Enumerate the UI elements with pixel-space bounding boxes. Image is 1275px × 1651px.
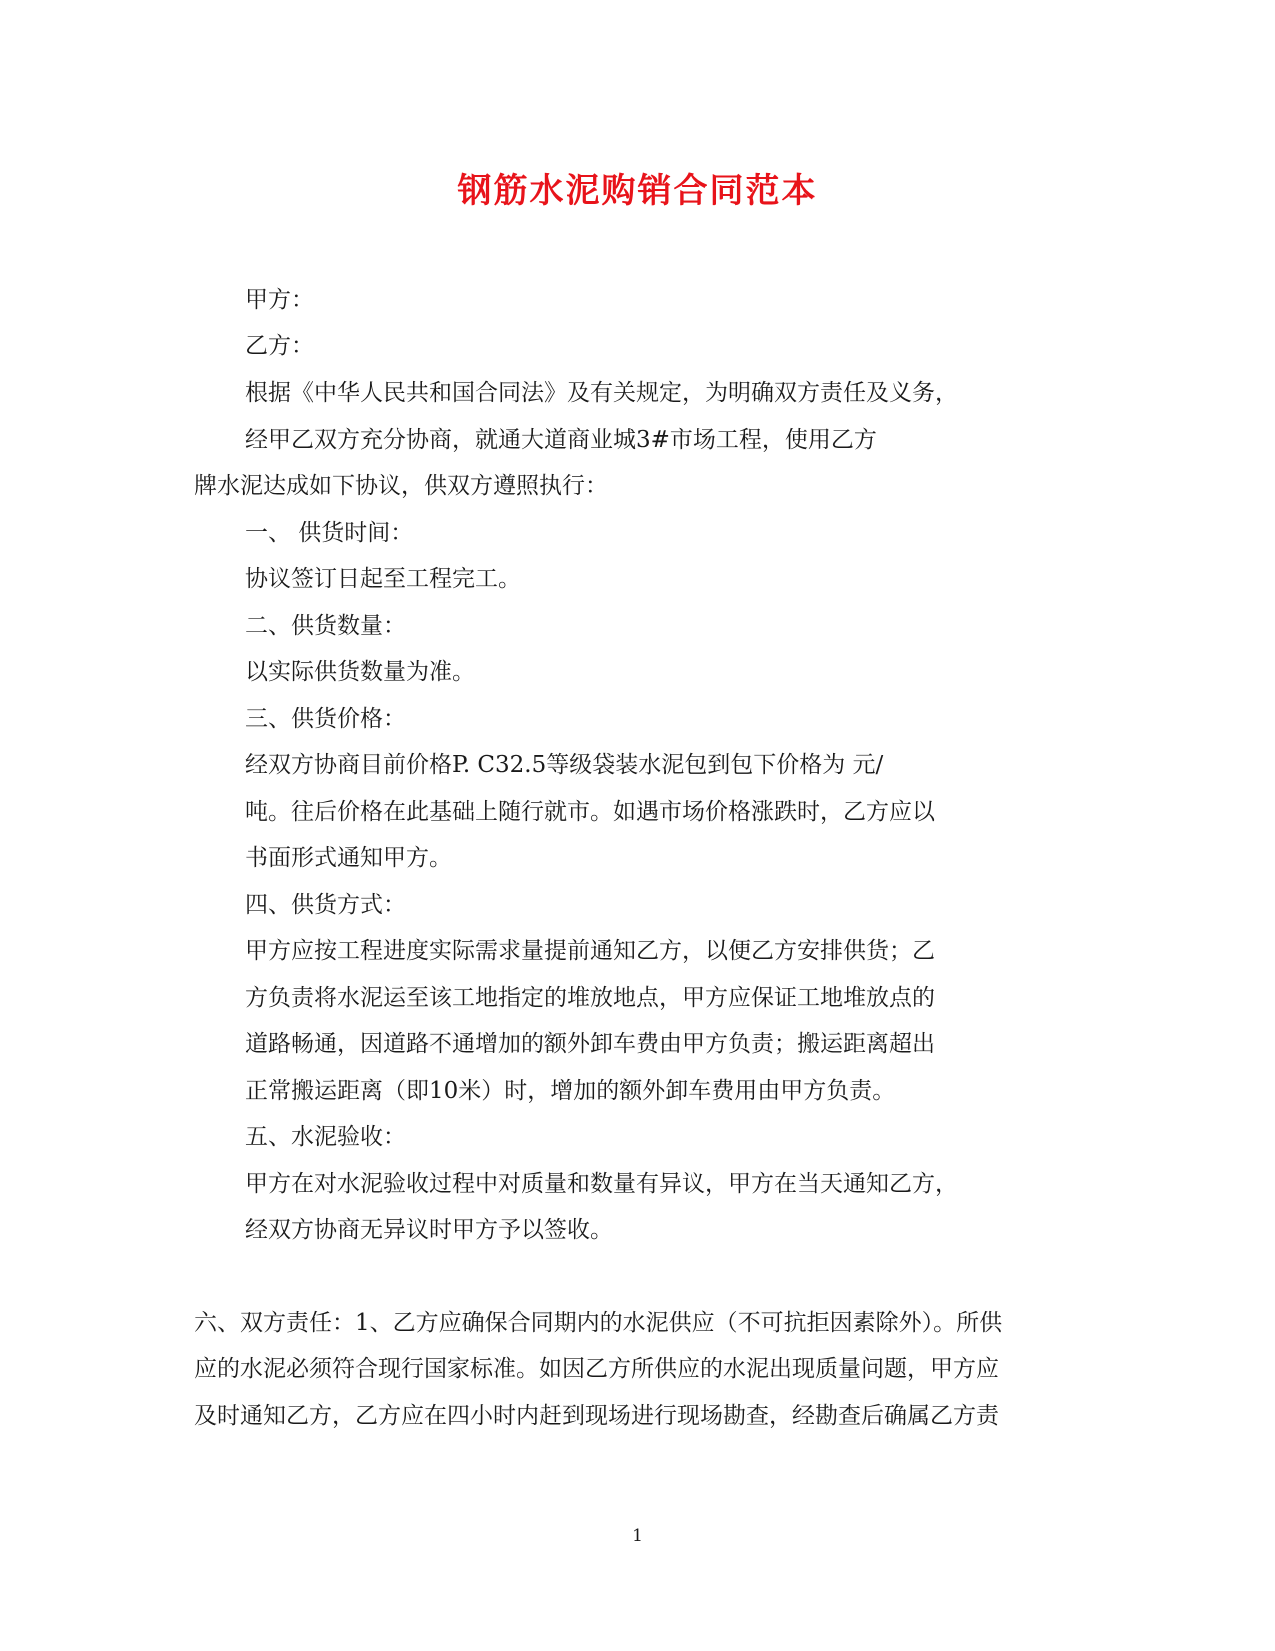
paragraph-line: 应的水泥必须符合现行国家标准。如因乙方所供应的水泥出现质量问题，甲方应	[194, 1356, 999, 1382]
section-heading: 三、供货价格：	[245, 706, 406, 732]
section-heading: 五、水泥验收：	[245, 1124, 406, 1150]
paragraph-line: 经双方协商目前价格P. C32.5等级袋装水泥包到包下价格为 元/	[245, 752, 884, 778]
paragraph-line: 方负责将水泥运至该工地指定的堆放地点，甲方应保证工地堆放点的	[245, 985, 935, 1011]
document-title: 钢筋水泥购销合同范本	[457, 171, 818, 211]
party-a-line: 甲方：	[245, 287, 314, 313]
paragraph-line: 经双方协商无异议时甲方予以签收。	[245, 1217, 613, 1243]
paragraph-line: 吨。往后价格在此基础上随行就市。如遇市场价格涨跌时，乙方应以	[245, 799, 935, 825]
paragraph-line: 以实际供货数量为准。	[245, 659, 475, 685]
paragraph-line: 经甲乙双方充分协商，就通大道商业城3#市场工程，使用乙方	[245, 427, 877, 453]
paragraph-line: 道路畅通，因道路不通增加的额外卸车费由甲方负责；搬运距离超出	[245, 1031, 935, 1057]
party-b-line: 乙方：	[245, 333, 314, 359]
paragraph-line: 六、双方责任：1、乙方应确保合同期内的水泥供应（不可抗拒因素除外）。所供	[194, 1310, 1003, 1336]
page-number: 1	[632, 1526, 643, 1546]
paragraph-line: 甲方在对水泥验收过程中对质量和数量有异议，甲方在当天通知乙方，	[245, 1171, 958, 1197]
paragraph-line: 甲方应按工程进度实际需求量提前通知乙方，以便乙方安排供货；乙	[245, 938, 935, 964]
paragraph-line: 牌水泥达成如下协议，供双方遵照执行：	[194, 473, 608, 499]
section-heading: 四、供货方式：	[245, 892, 406, 918]
section-heading: 一、 供货时间：	[245, 520, 414, 546]
paragraph-line: 及时通知乙方，乙方应在四小时内赶到现场进行现场勘查，经勘查后确属乙方责	[194, 1403, 999, 1429]
paragraph-line: 协议签订日起至工程完工。	[245, 566, 521, 592]
paragraph-line: 正常搬运距离（即10米）时，增加的额外卸车费用由甲方负责。	[245, 1078, 896, 1104]
paragraph-line: 根据《中华人民共和国合同法》及有关规定，为明确双方责任及义务，	[245, 380, 958, 406]
section-heading: 二、供货数量：	[245, 613, 406, 639]
paragraph-line: 书面形式通知甲方。	[245, 845, 452, 871]
